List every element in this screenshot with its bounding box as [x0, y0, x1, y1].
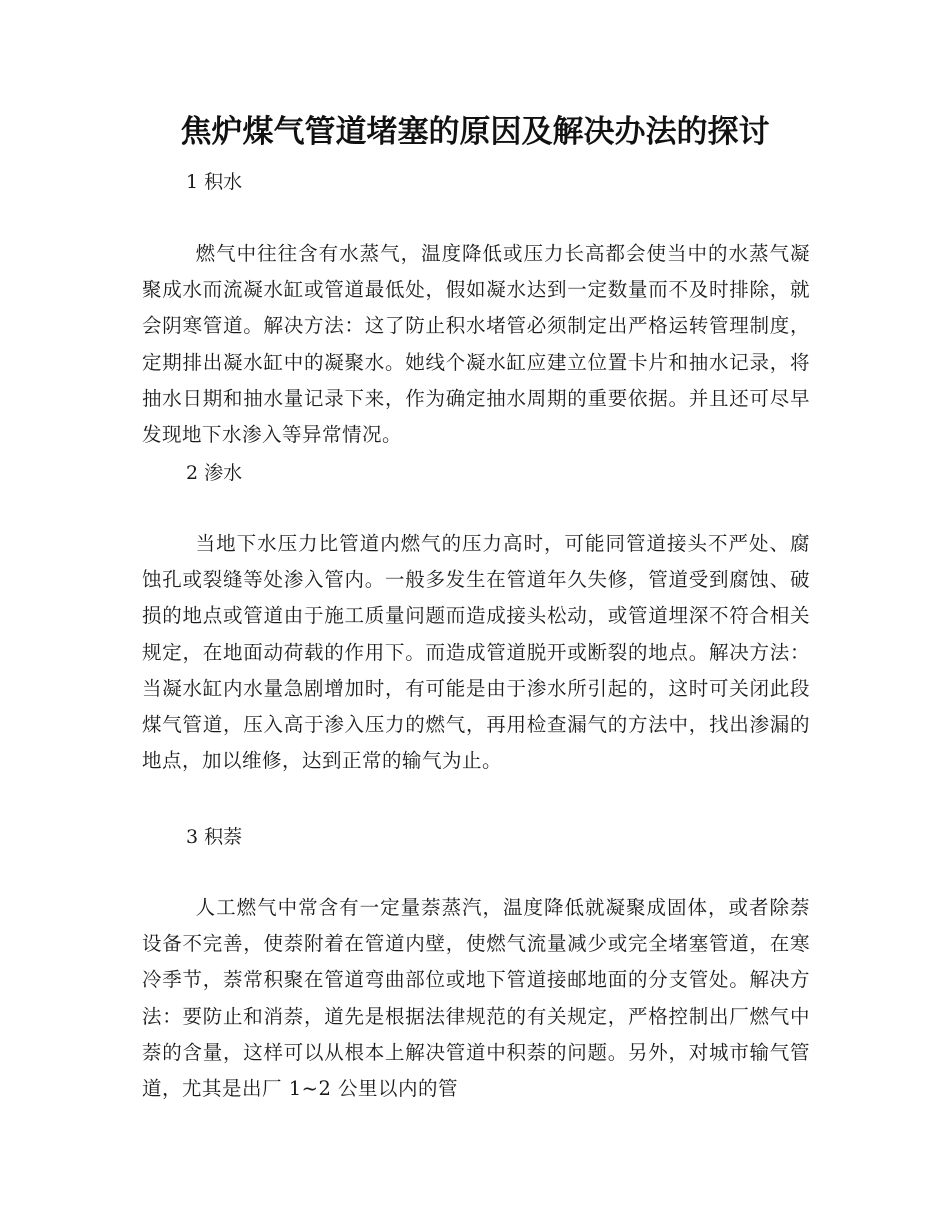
section-paragraph: 燃气中往往含有水蒸气，温度降低或压力长高都会使当中的水蒸气凝聚成水而流凝水缸或管道最低处，假如凝水达到一定数量而不及时排除，就会阴寒管道。解决方法：这了防止积水堵管必须制定出严格运转管理制度，定期排出凝水缸中的凝聚水。她线个凝水缸应建立位置卡片和抽水记录，将抽水日期和抽水量记录下来，作为确定抽水周期的重要依据。并且还可尽早发现地下水渗入等异常情况。 [142, 242, 810, 447]
section-paragraph: 当地下水压力比管道内燃气的压力高时，可能同管道接头不严处、腐蚀孔或裂缝等处渗入管内。一般多发生在管道年久失修，管道受到腐蚀、破损的地点或管道由于施工质量问题而造成接头松动，或管道埋深不符合相关规定，在地面动荷载的作用下。而造成管道脱开或断裂的地点。解决方法：当凝水缸内水量急剧增加时，有可能是由于渗水所引起的，这时可关闭此段煤气管道，压入高于渗入压力的燃气，再用检查漏气的方法中，找出渗漏的地点，加以维修，达到正常的输气为止。 [142, 532, 810, 773]
section-heading: 3 积萘 [186, 826, 243, 848]
section-heading: 2 渗水 [186, 462, 243, 484]
page-title: 焦炉煤气管道堵塞的原因及解决办法的探讨 [180, 114, 770, 150]
section-accumulated-water [142, 164, 810, 453]
section-seepage-water [142, 455, 810, 779]
section-paragraph: 人工燃气中常含有一定量萘蒸汽，温度降低就凝聚成固体，或者除萘设备不完善，使萘附着在管道内壁，使燃气流量减少或完全堵塞管道，在寒冷季节，萘常积聚在管道弯曲部位或地下管道接邮地面的分支管处。解决方法：要防止和消萘，道先是根据法律规范的有关规定，严格控制出厂燃气中萘的含量，这样可以从根本上解决管道中积萘的问题。另外，对城市输气管道，尤其是出厂 1~2 公里以内的管 [142, 896, 810, 1101]
section-heading: 1 积水 [186, 171, 243, 193]
section-naphthalene-deposit [142, 819, 810, 1107]
